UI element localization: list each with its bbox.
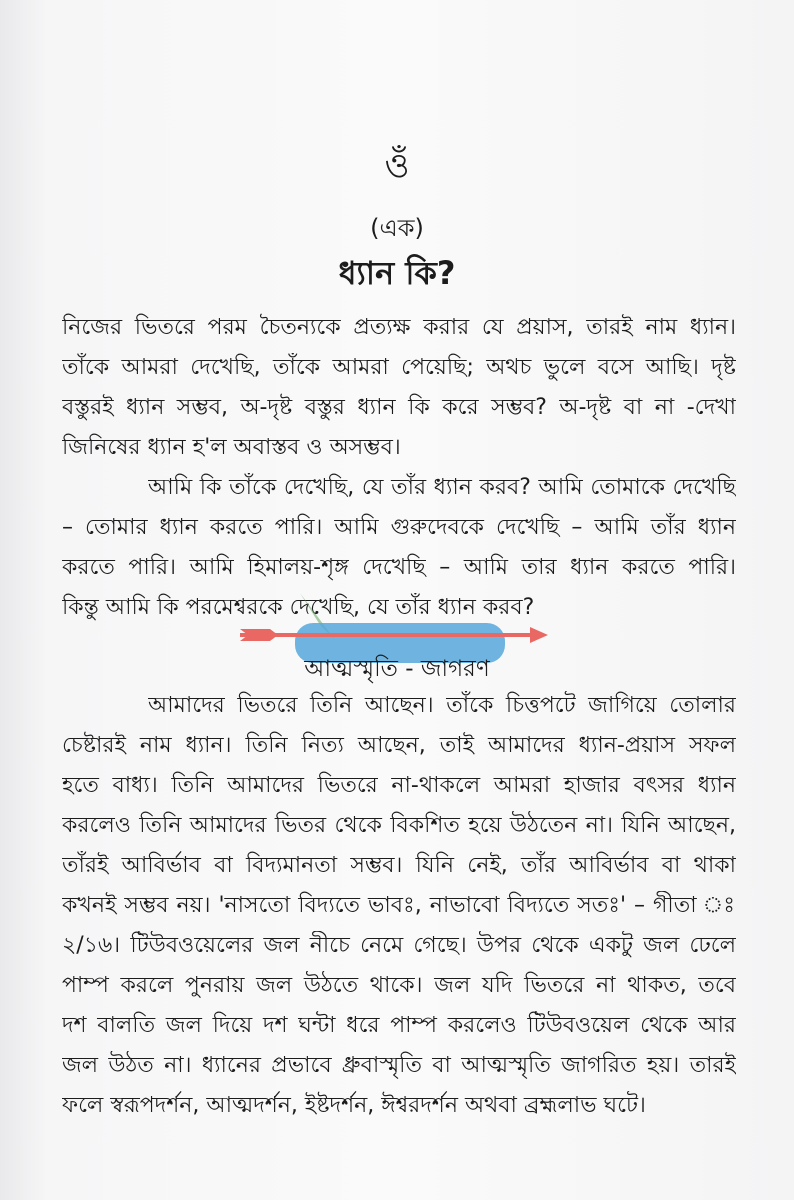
chapter-number: (এক) xyxy=(370,214,424,242)
text-line: ফলে স্বরূপদর্শন, আত্মদর্শন, ইষ্টদর্শন, ঈশ্বরদর্শন অথবা ব্রহ্মলাভ ঘটে। xyxy=(62,1093,646,1118)
text-line: দশ বালতি জল দিয়ে দশ ঘন্টা ধরে পাম্প করলেও টিউবওয়েল থেকে আর xyxy=(62,1013,736,1038)
text-line: হতে বাধ্য। তিনি আমাদের ভিতরে না-থাকলে আমরা হাজার বৎসর ধ্যান xyxy=(62,773,736,798)
text-line: কখনই সম্ভব নয়। 'নাসতো বিদ্যতে ভাবঃ, নাভাবো বিদ্যতে সতঃ' – গীতা ঃ xyxy=(62,893,736,918)
subheading: আত্মস্মৃতি - জাগরণ xyxy=(304,656,490,682)
text-line: আমাদের ভিতরে তিনি আছেন। তাঁকে চিত্তপটে জাগিয়ে তোলার xyxy=(148,693,736,718)
text-line: তাঁকে আমরা দেখেছি, তাঁকে আমরা পেয়েছি; অথচ ভুলে বসে আছি। দৃষ্ট xyxy=(62,355,736,380)
text-line: বস্তুরই ধ্যান সম্ভব, অ-দৃষ্ট বস্তুর ধ্যান কি করে সম্ভব? অ-দৃষ্ট বা না -দেখা xyxy=(62,395,736,420)
om-symbol: ওঁ xyxy=(384,146,410,186)
text-line: জিনিষের ধ্যান হ'ল অবাস্তব ও অসম্ভব। xyxy=(62,435,401,460)
text-line: তাঁরই আবির্ভাব বা বিদ্যমানতা সম্ভব। যিনি নেই, তাঁর আবির্ভাব বা থাকা xyxy=(62,853,736,878)
text-line: করলেও তিনি আমাদের ভিতর থেকে বিকশিত হয়ে উঠতেন না। যিনি আছেন, xyxy=(62,813,736,838)
text-line: আমি কি তাঁকে দেখেছি, যে তাঁর ধ্যান করব? আমি তোমাকে দেখেছি xyxy=(148,475,736,500)
text-line: ২/১৬। টিউবওয়েলের জল নীচে নেমে গেছে। উপর থেকে একটু জল ঢেলে xyxy=(62,933,736,958)
chapter-title: ধ্যান কি? xyxy=(338,254,456,292)
text-line: করতে পারি। আমি হিমালয়-শৃঙ্গ দেখেছি – আমি তার ধ্যান করতে পারি। xyxy=(62,555,736,580)
text-line: পাম্প করলে পুনরায় জল উঠতে থাকে। জল যদি ভিতরে না থাকত, তবে xyxy=(62,973,736,998)
text-line: চেষ্টারই নাম ধ্যান। তিনি নিত্য আছেন, তাই আমাদের ধ্যান-প্রয়াস সফল xyxy=(62,733,736,758)
text-line: কিন্তু আমি কি পরমেশ্বরকে দেখেছি, যে তাঁর ধ্যান করব? xyxy=(62,595,535,620)
text-line: জল উঠত না। ধ্যানের প্রভাবে ধ্রুবাস্মৃতি বা আত্মস্মৃতি জাগরিত হয়। তারই xyxy=(62,1053,736,1078)
text-line: – তোমার ধ্যান করতে পারি। আমি গুরুদেবকে দেখেছি – আমি তাঁর ধ্যান xyxy=(62,515,736,540)
text-line: নিজের ভিতরে পরম চৈতন্যকে প্রত্যক্ষ করার যে প্রয়াস, তারই নাম ধ্যান। xyxy=(62,315,736,340)
